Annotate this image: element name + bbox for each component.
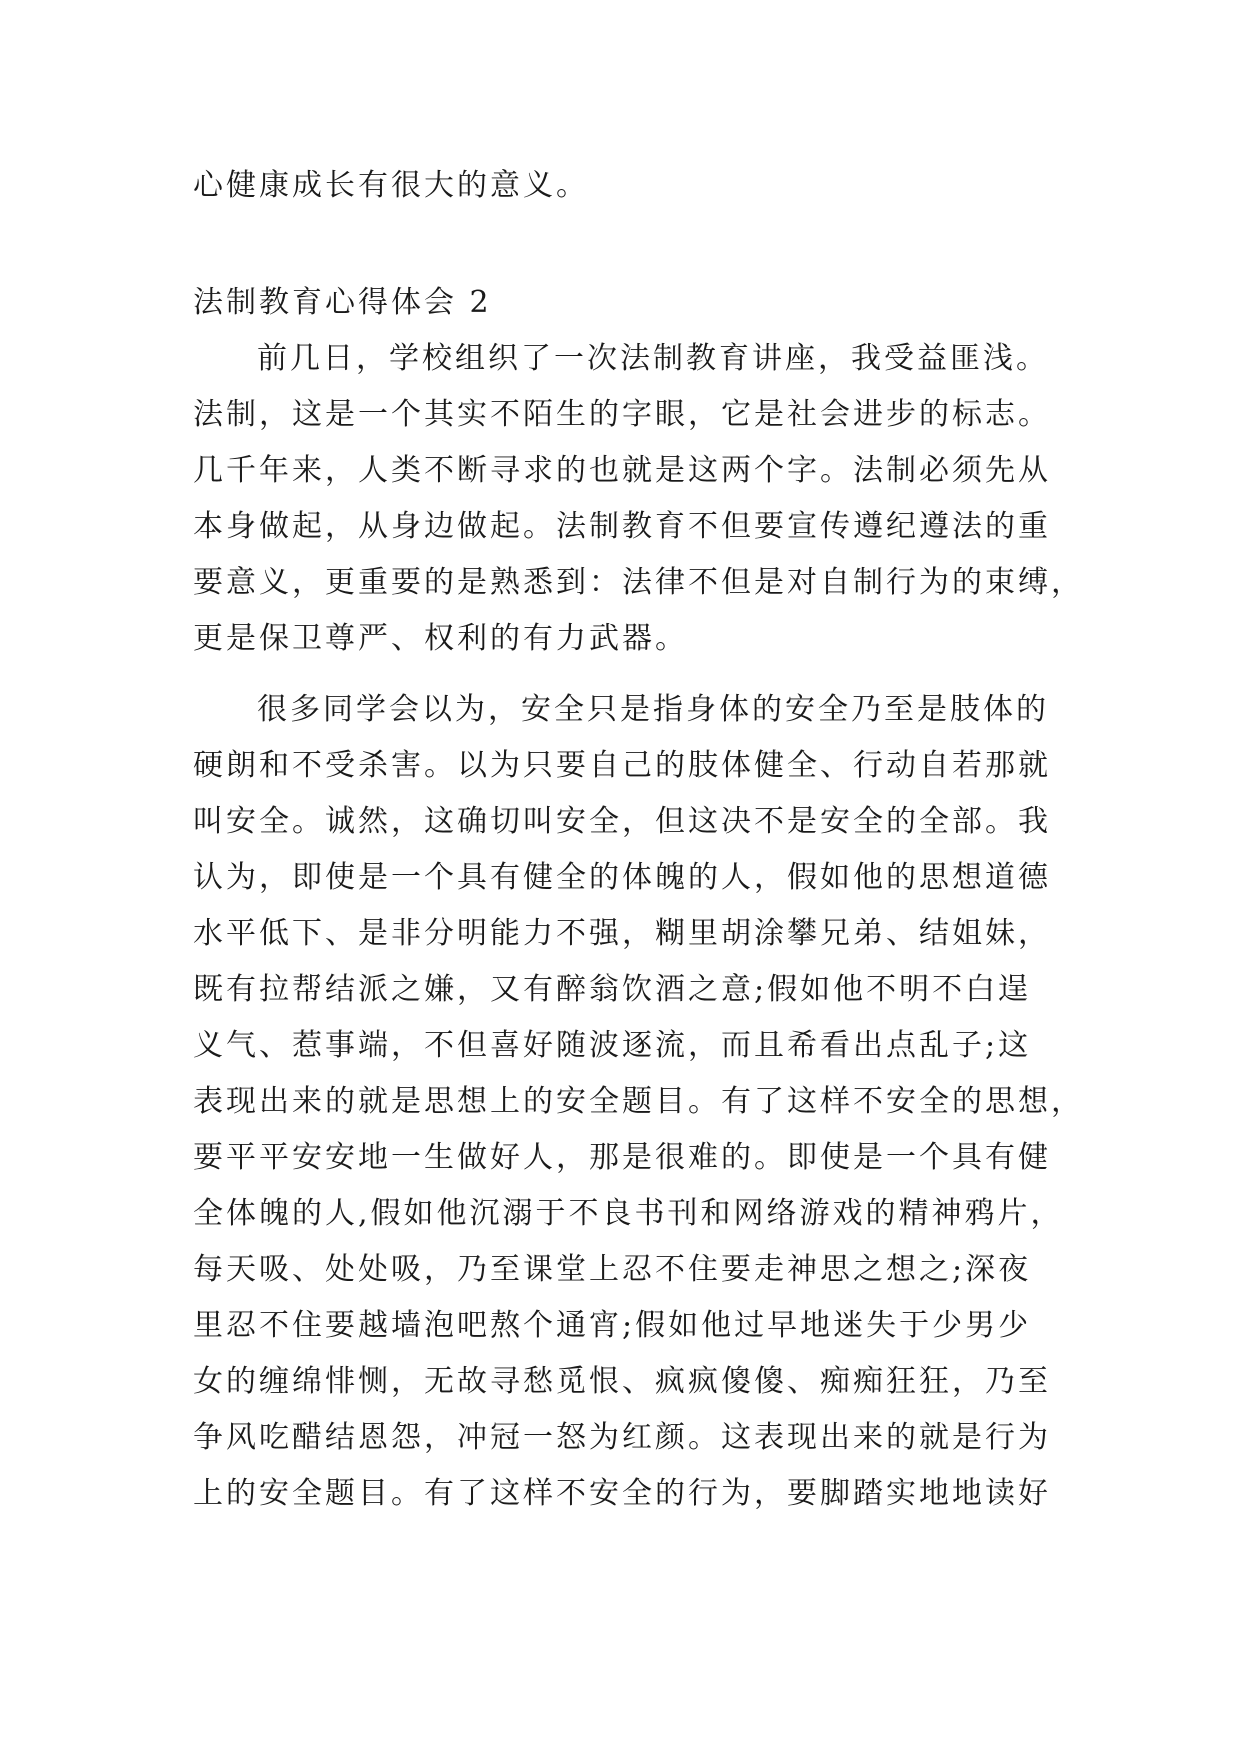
text-line: 既有拉帮结派之嫌，又有醉翁饮酒之意;假如他不明不白逞: [193, 972, 1032, 1007]
text-line: 几千年来，人类不断寻求的也就是这两个字。法制必须先从: [193, 453, 1051, 488]
paragraph-1: [193, 331, 1084, 667]
text-line: 法制，这是一个其实不陌生的字眼，它是社会进步的标志。: [193, 397, 1051, 432]
text-line: 女的缠绵悱恻，无故寻愁觅恨、疯疯傻傻、痴痴狂狂，乃至: [193, 1364, 1051, 1399]
text-line: 更是保卫尊严、权利的有力武器。: [193, 621, 688, 656]
text-line: 全体魄的人,假如他沉溺于不良书刊和网络游戏的精神鸦片，: [193, 1196, 1064, 1231]
text-line: 争风吃醋结恩怨，冲冠一怒为红颜。这表现出来的就是行为: [193, 1420, 1051, 1455]
continued-paragraph: [193, 158, 1053, 214]
text-line: 本身做起，从身边做起。法制教育不但要宣传遵纪遵法的重: [193, 509, 1051, 544]
text-line: 心健康成长有很大的意义。: [193, 168, 589, 203]
text-line: 表现出来的就是思想上的安全题目。有了这样不安全的思想，: [193, 1084, 1084, 1119]
text-line: 认为，即使是一个具有健全的体魄的人，假如他的思想道德: [193, 860, 1051, 895]
text-line: 要平平安安地一生做好人，那是很难的。即使是一个具有健: [193, 1140, 1051, 1175]
paragraph-2: [193, 682, 1084, 1522]
text-line: 要意义，更重要的是熟悉到：法律不但是对自制行为的束缚，: [193, 565, 1084, 600]
text-line: 叫安全。诚然，这确切叫安全，但这决不是安全的全部。我: [193, 804, 1051, 839]
text-line: 每天吸、处处吸，乃至课堂上忍不住要走神思之想之;深夜: [193, 1252, 1032, 1287]
text-line: 前几日，学校组织了一次法制教育讲座，我受益匪浅。: [257, 341, 1049, 376]
section-title: 法制教育心得体会 2: [193, 285, 492, 320]
text-line: 硬朗和不受杀害。以为只要自己的肢体健全、行动自若那就: [193, 748, 1051, 783]
text-line: 义气、惹事端，不但喜好随波逐流，而且希看出点乱子;这: [193, 1028, 1032, 1063]
text-line: 上的安全题目。有了这样不安全的行为，要脚踏实地地读好: [193, 1476, 1051, 1511]
text-line: 水平低下、是非分明能力不强，糊里胡涂攀兄弟、结姐妹，: [193, 916, 1051, 951]
text-line: 很多同学会以为，安全只是指身体的安全乃至是肢体的: [257, 692, 1049, 727]
text-line: 里忍不住要越墙泡吧熬个通宵;假如他过早地迷失于少男少: [193, 1308, 1032, 1343]
